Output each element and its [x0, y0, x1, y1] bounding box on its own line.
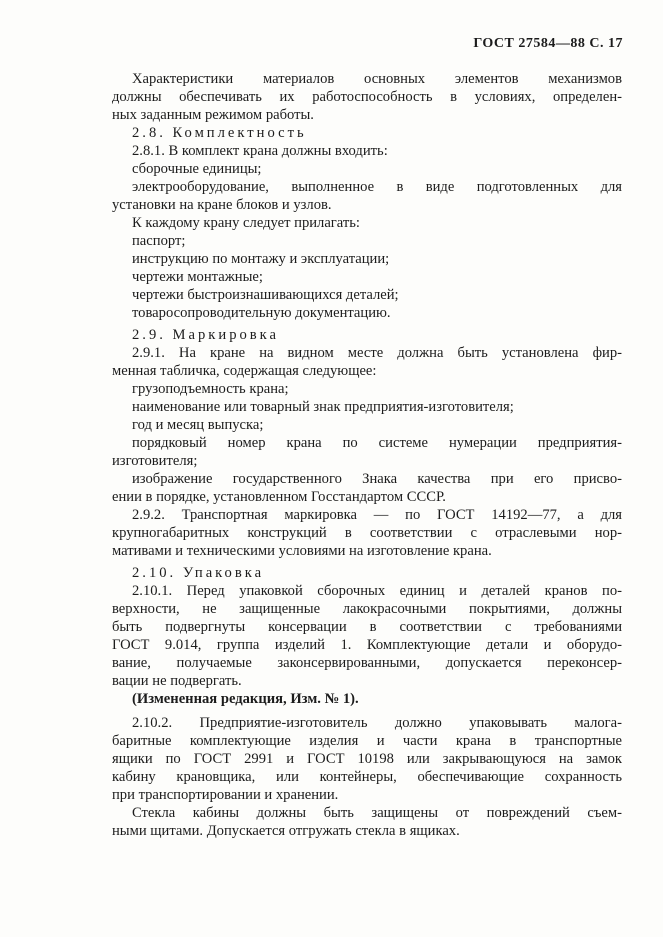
- text-line: изображение государственного Знака качества при его присво-: [132, 471, 622, 487]
- text-line: ящики по ГОСТ 2991 и ГОСТ 10198 или закрывающуюся на замок: [112, 751, 622, 767]
- text-line: чертежи монтажные;: [132, 269, 263, 285]
- text-line: при транспортировании и хранении.: [112, 787, 339, 803]
- text-line: должны обеспечивать их работоспособность в условиях, определен-: [112, 89, 622, 105]
- text-line: ении в порядке, установленном Госстандартом СССР.: [112, 489, 446, 505]
- text-line: К каждому крану следует прилагать:: [132, 215, 360, 231]
- text-line: кабину крановщика, или контейнеры, обеспечивающие сохранность: [112, 769, 622, 785]
- text-line: вание, получаемые законсервированными, допускается переконсер-: [112, 655, 622, 671]
- section-heading: 2.8. Комплектность: [132, 125, 307, 141]
- text-line: вации не подвергать.: [112, 673, 242, 689]
- text-line: электрооборудование, выполненное в виде подготовленных для: [132, 179, 622, 195]
- text-line: ными щитами. Допускается отгружать стекла в ящиках.: [112, 823, 460, 839]
- section-heading: 2.9. Маркировка: [132, 327, 280, 343]
- text-line: крупногабаритных конструкций в соответствии с отраслевыми нор-: [112, 525, 622, 541]
- section-heading: 2.10. Упаковка: [132, 565, 265, 581]
- text-line: быть подвергнуты консервации в соответствии с требованиями: [112, 619, 622, 635]
- text-line: товаросопроводительную документацию.: [132, 305, 391, 321]
- text-line: порядковый номер крана по системе нумерации предприятия-: [132, 435, 622, 451]
- page-header: ГОСТ 27584—88 С. 17: [473, 36, 623, 51]
- text-line: паспорт;: [132, 233, 186, 249]
- text-line: 2.10.1. Перед упаковкой сборочных единиц и деталей кранов по-: [132, 583, 622, 599]
- text-line: инструкцию по монтажу и эксплуатации;: [132, 251, 390, 267]
- text-line: сборочные единицы;: [132, 161, 262, 177]
- text-line: 2.9.2. Транспортная маркировка — по ГОСТ 14192—77, а для: [132, 507, 622, 523]
- text-line: наименование или товарный знак предприятия-изготовителя;: [132, 399, 514, 415]
- text-line: баритные комплектующие изделия и части крана в транспортные: [112, 733, 622, 749]
- text-line: верхности, не защищенные лакокрасочными покрытиями, должны: [112, 601, 622, 617]
- text-line: 2.8.1. В комплект крана должны входить:: [132, 143, 388, 159]
- text-line: ГОСТ 9.014, группа изделий 1. Комплектующие детали и оборудо-: [112, 637, 622, 653]
- text-line: год и месяц выпуска;: [132, 417, 264, 433]
- text-line: грузоподъемность крана;: [132, 381, 289, 397]
- text-line: 2.10.2. Предприятие-изготовитель должно упаковывать малога-: [132, 715, 622, 731]
- document-body: [112, 70, 622, 840]
- text-line: Стекла кабины должны быть защищены от повреждений съем-: [132, 805, 622, 821]
- text-line: ных заданным режимом работы.: [112, 107, 314, 123]
- text-line: изготовителя;: [112, 453, 198, 469]
- amendment-note: (Измененная редакция, Изм. № 1).: [132, 691, 359, 707]
- text-line: мативами и техническими условиями на изготовление крана.: [112, 543, 492, 559]
- text-line: Характеристики материалов основных элементов механизмов: [132, 71, 622, 87]
- text-line: установки на кране блоков и узлов.: [112, 197, 332, 213]
- text-line: 2.9.1. На кране на видном месте должна быть установлена фир-: [132, 345, 622, 361]
- text-line: чертежи быстроизнашивающихся деталей;: [132, 287, 399, 303]
- text-line: менная табличка, содержащая следующее:: [112, 363, 377, 379]
